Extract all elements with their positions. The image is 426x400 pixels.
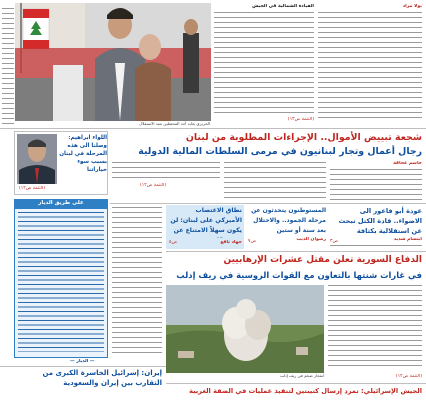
finance-headline-1: شجعة تبييض الأموال.. الإجراءات المطلوبة من لبنان — [185, 132, 422, 143]
top-col2-ref: (التتمة ص١٣) — [287, 117, 314, 122]
syria-headline-1: الدفاع السورية تعلن مقتل عشرات الإرهابيين — [223, 255, 422, 265]
finance-text-3 — [112, 162, 220, 180]
lead-photo — [15, 3, 211, 121]
syria-photo — [166, 285, 324, 373]
ibrahim-photo — [17, 134, 57, 184]
col-c-ref: ص٣ — [330, 239, 339, 244]
diyar-banner-label: على طريق الديار — [38, 200, 84, 206]
col-b-author: رضوان الذيب — [296, 237, 326, 242]
divider-mid2 — [166, 251, 426, 252]
col-a-ref: ص٥ — [169, 240, 178, 245]
top-col3-text — [318, 12, 422, 122]
diyar-column-text — [18, 212, 104, 352]
syria-text — [328, 285, 422, 369]
finance-text-1 — [330, 169, 422, 203]
finance-author: جاسم عجاقة — [393, 161, 422, 166]
syria-caption: انفجار ضخم في ريف إدلب — [279, 373, 324, 378]
col-a-box — [166, 205, 244, 249]
syria-headline-2: في غارات شنتها بالتعاون مع القوات الروسية في ريف إدلب — [176, 270, 422, 280]
diyar-column — [14, 208, 108, 358]
col-b-headline: المستوطنون يتحدثون عن مرحلة الجمود.. والاحتلال بعد سنة أو ستين — [251, 207, 326, 234]
col-c-headline: عودة أبو فاعور الى الاضواء.. قادة الكتل تبحث عن استقلالية بكثافة — [338, 207, 422, 235]
finance-ref: (التتمة ص١٢) — [140, 183, 167, 188]
divider-top — [0, 128, 426, 129]
ibrahim-headline: اللواء ابراهيم: وصلنا الى هذه المرحلة في لبنان بسبب سوء خياراتنا — [59, 135, 107, 173]
ibrahim-ref: (التتمة ص١٢) — [19, 186, 46, 191]
photo-caption: الحريري يعايد أحد المحتفلين بعيد الاستقلال — [139, 121, 210, 126]
top-left-text-column — [2, 8, 14, 126]
ibrahim-box — [14, 131, 108, 195]
top-col2-head: القيادة الشمالية في الجيش — [252, 4, 314, 9]
top-col2-text — [214, 12, 314, 116]
bottom-headline-left: إيران: إسرائيل الخاسرة الكبرى من التقارب بين إيران والسعودية — [42, 369, 162, 387]
col-a-headline: نطاق الاغتصاب الأميركي على لبنان: لن يكون سهلاً الامتناع عن — [170, 207, 242, 234]
divider-bottom2 — [166, 383, 426, 384]
finance-text-2 — [224, 162, 326, 198]
diyar-banner — [14, 199, 108, 208]
top-author: بولا مراد — [402, 4, 422, 9]
mid-left-text — [112, 207, 162, 357]
finance-headline-2: رجال أعمال وتجار لبنانيون في مرمى السلطات المالية الدولية — [138, 146, 422, 157]
col-a-author: جهاد نافع — [220, 240, 242, 245]
bottom-headline-right: الجيش الإسرائيلي: تمرد إرسال كتيبتين لتنفيذ عمليات في الضفة الغربية — [189, 387, 422, 395]
col-b-ref: ص٧ — [248, 239, 257, 244]
divider-mid — [110, 203, 426, 204]
diyar-footer: — الديار — — [70, 359, 95, 364]
divider-bottom — [0, 366, 166, 367]
col-c-author: ابتسام شديد — [393, 237, 422, 242]
syria-ref: (التتمة ص١٢) — [395, 374, 422, 379]
